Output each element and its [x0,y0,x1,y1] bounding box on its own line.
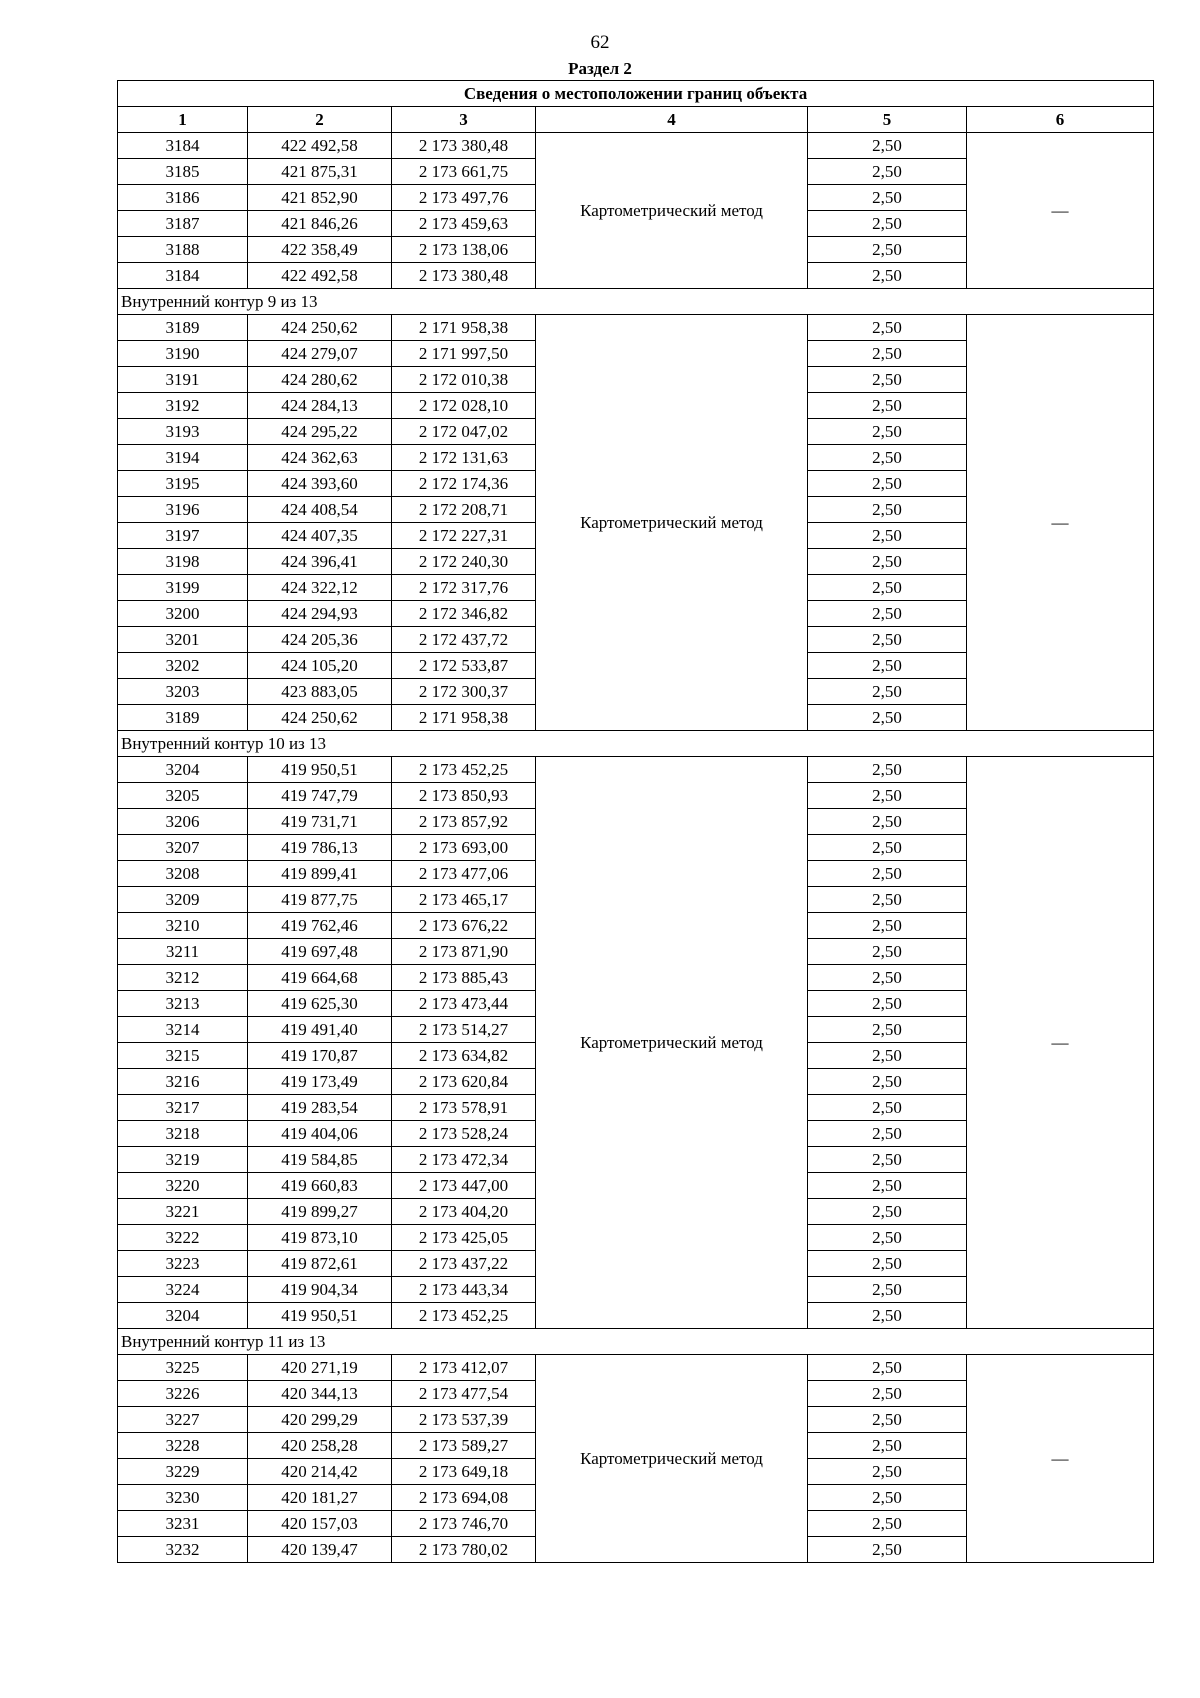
point-number-cell: 3204 [118,757,248,783]
accuracy-cell: 2,50 [808,1043,967,1069]
column-header: 3 [392,107,536,133]
accuracy-cell: 2,50 [808,419,967,445]
x-coordinate-cell: 419 872,61 [248,1251,392,1277]
method-cell: Картометрический метод [536,133,808,289]
y-coordinate-cell: 2 173 589,27 [392,1433,536,1459]
y-coordinate-cell: 2 172 174,36 [392,471,536,497]
accuracy-cell: 2,50 [808,1147,967,1173]
accuracy-cell: 2,50 [808,159,967,185]
table-body [118,133,1154,1563]
x-coordinate-cell: 424 294,93 [248,601,392,627]
point-number-cell: 3216 [118,1069,248,1095]
y-coordinate-cell: 2 172 437,72 [392,627,536,653]
y-coordinate-cell: 2 172 240,30 [392,549,536,575]
accuracy-cell: 2,50 [808,1381,967,1407]
y-coordinate-cell: 2 171 997,50 [392,341,536,367]
x-coordinate-cell: 419 786,13 [248,835,392,861]
y-coordinate-cell: 2 173 452,25 [392,1303,536,1329]
x-coordinate-cell: 421 846,26 [248,211,392,237]
point-number-cell: 3231 [118,1511,248,1537]
x-coordinate-cell: 422 492,58 [248,133,392,159]
accuracy-cell: 2,50 [808,237,967,263]
point-number-cell: 3195 [118,471,248,497]
accuracy-cell: 2,50 [808,1225,967,1251]
point-number-cell: 3204 [118,1303,248,1329]
x-coordinate-cell: 419 664,68 [248,965,392,991]
point-number-cell: 3229 [118,1459,248,1485]
y-coordinate-cell: 2 173 459,63 [392,211,536,237]
accuracy-cell: 2,50 [808,1537,967,1563]
accuracy-cell: 2,50 [808,315,967,341]
x-coordinate-cell: 420 214,42 [248,1459,392,1485]
y-coordinate-cell: 2 173 452,25 [392,757,536,783]
contour-label: Внутренний контур 10 из 13 [118,731,1154,757]
point-number-cell: 3192 [118,393,248,419]
accuracy-cell: 2,50 [808,1017,967,1043]
accuracy-cell: 2,50 [808,887,967,913]
point-number-cell: 3201 [118,627,248,653]
x-coordinate-cell: 420 271,19 [248,1355,392,1381]
y-coordinate-cell: 2 173 380,48 [392,133,536,159]
column-header: 6 [967,107,1154,133]
x-coordinate-cell: 424 407,35 [248,523,392,549]
point-number-cell: 3184 [118,263,248,289]
accuracy-cell: 2,50 [808,1095,967,1121]
y-coordinate-cell: 2 172 300,37 [392,679,536,705]
point-number-cell: 3226 [118,1381,248,1407]
point-number-cell: 3230 [118,1485,248,1511]
point-number-cell: 3202 [118,653,248,679]
point-number-cell: 3194 [118,445,248,471]
note-cell: — [967,1355,1154,1563]
page-number: 62 [590,32,610,53]
x-coordinate-cell: 422 358,49 [248,237,392,263]
point-number-cell: 3228 [118,1433,248,1459]
x-coordinate-cell: 424 280,62 [248,367,392,393]
accuracy-cell: 2,50 [808,1433,967,1459]
point-number-cell: 3193 [118,419,248,445]
y-coordinate-cell: 2 172 208,71 [392,497,536,523]
accuracy-cell: 2,50 [808,965,967,991]
accuracy-cell: 2,50 [808,1069,967,1095]
accuracy-cell: 2,50 [808,991,967,1017]
y-coordinate-cell: 2 173 746,70 [392,1511,536,1537]
accuracy-cell: 2,50 [808,1355,967,1381]
accuracy-cell: 2,50 [808,939,967,965]
y-coordinate-cell: 2 173 578,91 [392,1095,536,1121]
accuracy-cell: 2,50 [808,627,967,653]
y-coordinate-cell: 2 173 477,06 [392,861,536,887]
accuracy-cell: 2,50 [808,1485,967,1511]
point-number-cell: 3217 [118,1095,248,1121]
y-coordinate-cell: 2 173 694,08 [392,1485,536,1511]
accuracy-cell: 2,50 [808,705,967,731]
y-coordinate-cell: 2 173 138,06 [392,237,536,263]
accuracy-cell: 2,50 [808,393,967,419]
contour-label: Внутренний контур 9 из 13 [118,289,1154,315]
method-cell: Картометрический метод [536,315,808,731]
point-number-cell: 3223 [118,1251,248,1277]
y-coordinate-cell: 2 173 514,27 [392,1017,536,1043]
column-header: 5 [808,107,967,133]
x-coordinate-cell: 424 408,54 [248,497,392,523]
y-coordinate-cell: 2 173 380,48 [392,263,536,289]
column-header: 1 [118,107,248,133]
point-number-cell: 3210 [118,913,248,939]
accuracy-cell: 2,50 [808,471,967,497]
x-coordinate-cell: 424 279,07 [248,341,392,367]
y-coordinate-cell: 2 172 047,02 [392,419,536,445]
method-cell: Картометрический метод [536,1355,808,1563]
x-coordinate-cell: 419 584,85 [248,1147,392,1173]
accuracy-cell: 2,50 [808,835,967,861]
accuracy-cell: 2,50 [808,133,967,159]
table-row [118,757,1154,783]
x-coordinate-cell: 419 170,87 [248,1043,392,1069]
x-coordinate-cell: 419 660,83 [248,1173,392,1199]
table-row [118,315,1154,341]
x-coordinate-cell: 419 950,51 [248,1303,392,1329]
point-number-cell: 3221 [118,1199,248,1225]
accuracy-cell: 2,50 [808,341,967,367]
point-number-cell: 3212 [118,965,248,991]
accuracy-cell: 2,50 [808,1251,967,1277]
accuracy-cell: 2,50 [808,523,967,549]
method-cell: Картометрический метод [536,757,808,1329]
accuracy-cell: 2,50 [808,549,967,575]
y-coordinate-cell: 2 172 028,10 [392,393,536,419]
y-coordinate-cell: 2 173 497,76 [392,185,536,211]
accuracy-cell: 2,50 [808,783,967,809]
accuracy-cell: 2,50 [808,653,967,679]
accuracy-cell: 2,50 [808,1459,967,1485]
y-coordinate-cell: 2 173 676,22 [392,913,536,939]
accuracy-cell: 2,50 [808,1121,967,1147]
x-coordinate-cell: 419 904,34 [248,1277,392,1303]
y-coordinate-cell: 2 173 649,18 [392,1459,536,1485]
y-coordinate-cell: 2 173 885,43 [392,965,536,991]
y-coordinate-cell: 2 172 317,76 [392,575,536,601]
x-coordinate-cell: 424 393,60 [248,471,392,497]
x-coordinate-cell: 424 362,63 [248,445,392,471]
table-row [118,133,1154,159]
x-coordinate-cell: 420 139,47 [248,1537,392,1563]
accuracy-cell: 2,50 [808,1199,967,1225]
x-coordinate-cell: 421 875,31 [248,159,392,185]
accuracy-cell: 2,50 [808,185,967,211]
y-coordinate-cell: 2 173 850,93 [392,783,536,809]
x-coordinate-cell: 424 250,62 [248,315,392,341]
contour-label: Внутренний контур 11 из 13 [118,1329,1154,1355]
point-number-cell: 3187 [118,211,248,237]
x-coordinate-cell: 424 284,13 [248,393,392,419]
accuracy-cell: 2,50 [808,861,967,887]
point-number-cell: 3225 [118,1355,248,1381]
accuracy-cell: 2,50 [808,601,967,627]
x-coordinate-cell: 423 883,05 [248,679,392,705]
x-coordinate-cell: 419 747,79 [248,783,392,809]
point-number-cell: 3222 [118,1225,248,1251]
accuracy-cell: 2,50 [808,575,967,601]
point-number-cell: 3198 [118,549,248,575]
point-number-cell: 3203 [118,679,248,705]
point-number-cell: 3189 [118,315,248,341]
accuracy-cell: 2,50 [808,1277,967,1303]
accuracy-cell: 2,50 [808,757,967,783]
x-coordinate-cell: 424 105,20 [248,653,392,679]
point-number-cell: 3219 [118,1147,248,1173]
note-cell: — [967,315,1154,731]
accuracy-cell: 2,50 [808,367,967,393]
accuracy-cell: 2,50 [808,913,967,939]
accuracy-cell: 2,50 [808,263,967,289]
point-number-cell: 3191 [118,367,248,393]
y-coordinate-cell: 2 173 871,90 [392,939,536,965]
y-coordinate-cell: 2 173 857,92 [392,809,536,835]
y-coordinate-cell: 2 172 346,82 [392,601,536,627]
y-coordinate-cell: 2 171 958,38 [392,705,536,731]
point-number-cell: 3184 [118,133,248,159]
x-coordinate-cell: 419 899,27 [248,1199,392,1225]
point-number-cell: 3208 [118,861,248,887]
x-coordinate-cell: 421 852,90 [248,185,392,211]
column-header-row [118,107,1154,133]
y-coordinate-cell: 2 173 780,02 [392,1537,536,1563]
point-number-cell: 3227 [118,1407,248,1433]
accuracy-cell: 2,50 [808,1407,967,1433]
point-number-cell: 3197 [118,523,248,549]
y-coordinate-cell: 2 173 537,39 [392,1407,536,1433]
boundary-table [117,80,1154,1563]
contour-row [118,289,1154,315]
point-number-cell: 3196 [118,497,248,523]
x-coordinate-cell: 420 258,28 [248,1433,392,1459]
y-coordinate-cell: 2 173 425,05 [392,1225,536,1251]
y-coordinate-cell: 2 173 404,20 [392,1199,536,1225]
x-coordinate-cell: 420 299,29 [248,1407,392,1433]
x-coordinate-cell: 419 950,51 [248,757,392,783]
y-coordinate-cell: 2 173 693,00 [392,835,536,861]
accuracy-cell: 2,50 [808,1303,967,1329]
point-number-cell: 3186 [118,185,248,211]
y-coordinate-cell: 2 171 958,38 [392,315,536,341]
point-number-cell: 3220 [118,1173,248,1199]
point-number-cell: 3232 [118,1537,248,1563]
x-coordinate-cell: 419 731,71 [248,809,392,835]
table-title: Сведения о местоположении границ объекта [118,81,1154,107]
y-coordinate-cell: 2 173 437,22 [392,1251,536,1277]
contour-row [118,1329,1154,1355]
accuracy-cell: 2,50 [808,445,967,471]
table-row [118,1355,1154,1381]
accuracy-cell: 2,50 [808,679,967,705]
y-coordinate-cell: 2 173 465,17 [392,887,536,913]
x-coordinate-cell: 419 173,49 [248,1069,392,1095]
x-coordinate-cell: 419 877,75 [248,887,392,913]
point-number-cell: 3224 [118,1277,248,1303]
y-coordinate-cell: 2 173 620,84 [392,1069,536,1095]
point-number-cell: 3211 [118,939,248,965]
y-coordinate-cell: 2 173 472,34 [392,1147,536,1173]
y-coordinate-cell: 2 172 227,31 [392,523,536,549]
section-title: Раздел 2 [568,59,632,78]
point-number-cell: 3214 [118,1017,248,1043]
contour-row [118,731,1154,757]
x-coordinate-cell: 424 205,36 [248,627,392,653]
point-number-cell: 3188 [118,237,248,263]
y-coordinate-cell: 2 173 443,34 [392,1277,536,1303]
point-number-cell: 3199 [118,575,248,601]
y-coordinate-cell: 2 173 447,00 [392,1173,536,1199]
accuracy-cell: 2,50 [808,211,967,237]
y-coordinate-cell: 2 173 473,44 [392,991,536,1017]
x-coordinate-cell: 424 295,22 [248,419,392,445]
x-coordinate-cell: 422 492,58 [248,263,392,289]
x-coordinate-cell: 419 404,06 [248,1121,392,1147]
x-coordinate-cell: 419 899,41 [248,861,392,887]
x-coordinate-cell: 424 322,12 [248,575,392,601]
x-coordinate-cell: 419 697,48 [248,939,392,965]
point-number-cell: 3190 [118,341,248,367]
note-cell: — [967,757,1154,1329]
point-number-cell: 3213 [118,991,248,1017]
accuracy-cell: 2,50 [808,1511,967,1537]
point-number-cell: 3215 [118,1043,248,1069]
y-coordinate-cell: 2 173 634,82 [392,1043,536,1069]
x-coordinate-cell: 420 157,03 [248,1511,392,1537]
point-number-cell: 3206 [118,809,248,835]
x-coordinate-cell: 420 344,13 [248,1381,392,1407]
accuracy-cell: 2,50 [808,809,967,835]
y-coordinate-cell: 2 172 533,87 [392,653,536,679]
x-coordinate-cell: 424 396,41 [248,549,392,575]
point-number-cell: 3185 [118,159,248,185]
x-coordinate-cell: 419 762,46 [248,913,392,939]
x-coordinate-cell: 420 181,27 [248,1485,392,1511]
point-number-cell: 3189 [118,705,248,731]
point-number-cell: 3207 [118,835,248,861]
x-coordinate-cell: 419 625,30 [248,991,392,1017]
y-coordinate-cell: 2 172 010,38 [392,367,536,393]
y-coordinate-cell: 2 172 131,63 [392,445,536,471]
point-number-cell: 3200 [118,601,248,627]
x-coordinate-cell: 419 283,54 [248,1095,392,1121]
accuracy-cell: 2,50 [808,497,967,523]
x-coordinate-cell: 424 250,62 [248,705,392,731]
point-number-cell: 3209 [118,887,248,913]
point-number-cell: 3205 [118,783,248,809]
y-coordinate-cell: 2 173 477,54 [392,1381,536,1407]
x-coordinate-cell: 419 873,10 [248,1225,392,1251]
point-number-cell: 3218 [118,1121,248,1147]
column-header: 4 [536,107,808,133]
accuracy-cell: 2,50 [808,1173,967,1199]
x-coordinate-cell: 419 491,40 [248,1017,392,1043]
column-header: 2 [248,107,392,133]
note-cell: — [967,133,1154,289]
y-coordinate-cell: 2 173 661,75 [392,159,536,185]
y-coordinate-cell: 2 173 528,24 [392,1121,536,1147]
y-coordinate-cell: 2 173 412,07 [392,1355,536,1381]
